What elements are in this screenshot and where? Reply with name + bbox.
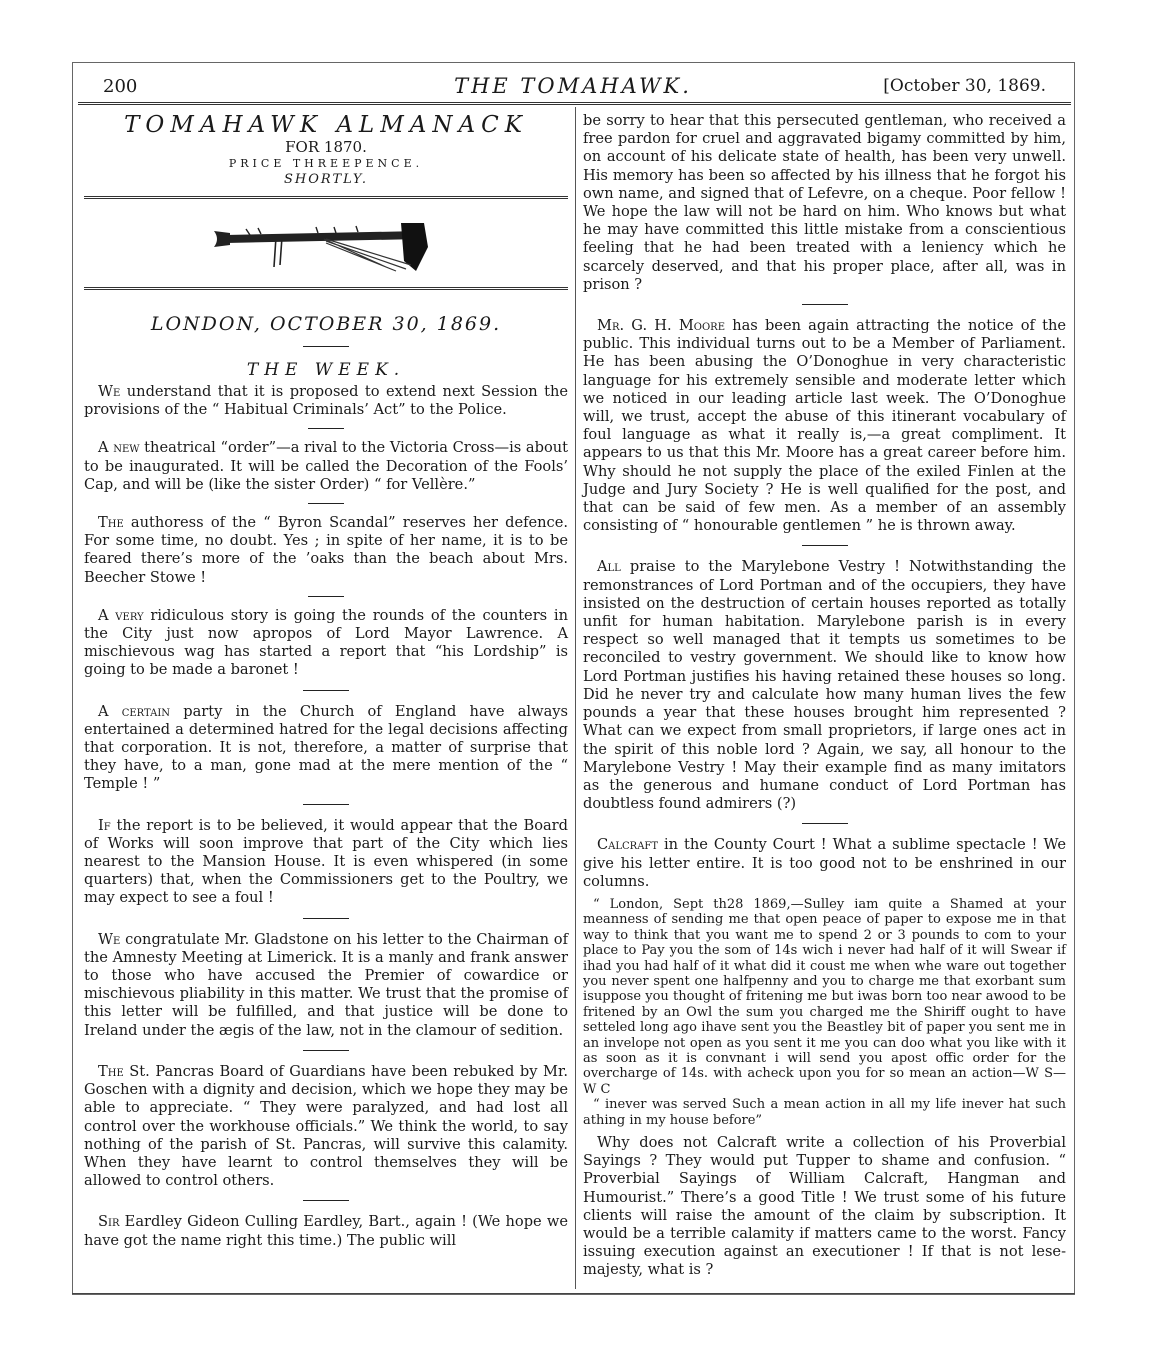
header-rule (78, 102, 1071, 105)
letter-paragraph: “ London, Sept th28 1869,—Sulley iam quite a Shamed at your meanness of sending me that open peace of paper to expose me in that way to think that you want me to spend 2 or 3 pounds to com to your place to Pay you the som of 14s wich i never had half of it will Swear if ihad you had half of it what did it coust me when whe ware out together you never spent one halfpenny and you to charge me that exorbant sum isuppose you thought of fritening me but iwas born too near awood to be fritened by an Owl the sum you charged me the Shiriff ought to have setteled long ago ihave sent you the Beastley bit of paper you sent me in an invelope not open as you sent it me you can doo what you like with it as soon as it is convnant i will send you apost offic order for the overcharge of 14s. with acheck upon you for so mean an action—W S—W C (583, 896, 1066, 1097)
almanack-title: TOMAHAWK ALMANACK (124, 112, 528, 138)
paragraph: Sir Eardley Gideon Culling Eardley, Bart., again ! (We hope we have got the name right this time.) The public will (84, 1213, 568, 1249)
separator (802, 545, 848, 546)
almanack-price: PRICE THREEPENCE. (228, 157, 424, 170)
almanack-shortly: SHORTLY. (284, 172, 368, 187)
right-column (583, 112, 1066, 1280)
separator (303, 804, 349, 805)
separator (308, 596, 344, 597)
masthead: THE TOMAHAWK. (454, 74, 692, 98)
paragraph: be sorry to hear that this persecuted gentleman, who received a free pardon for cruel and aggravated bigamy committed by him, on account of his delicate state of health, has been very unwell. His memory has been so affected by his illness that he forgot his own name, and signed that of Lefevre, on a cheque. Poor fellow ! We hope the law will not be hard on him. Who knows but what he may have committed this little mistake from a conscientious feeling that he had been treated with a leniency which he scarcely deserved, and that his proper place, after all, was in prison ? (583, 112, 1066, 293)
separator (308, 503, 344, 504)
almanack-year: FOR 1870. (285, 138, 367, 156)
calcraft-letter (583, 897, 1066, 1128)
separator (303, 346, 349, 347)
paragraph: The authoress of the “ Byron Scandal” reserves her defence. For some time, no doubt. Yes ; in spite of her name, it is to be feared there’s more of the ’oaks than the beach about Mrs. Beecher Stowe ! (84, 514, 568, 586)
paragraph: A very ridiculous story is going the rounds of the counters in the City just now apropos of Lord Mayor Lawrence. A mischievous wag has started a report that “his Lordship” is going to be made a baronet ! (84, 606, 568, 679)
section-heading: THE WEEK. (246, 360, 406, 380)
left-column (84, 112, 568, 1250)
letter-paragraph: “ inever was served Such a mean action in all my life inever hat such athing in my house before” (583, 1097, 1066, 1128)
separator (303, 918, 349, 919)
paragraph: All praise to the Marylebone Vestry ! Notwithstanding the remonstrances of Lord Portman and of the occupiers, they have insisted on the destruction of certain houses reported as totally unfit for human habitation. Marylebone parish is in every respect so well managed that it tempts us sometimes to be reconciled to vestry government. We should like to know how Lord Portman justifies his having retained these houses so long. Did he never try and calculate how many human lives the few pounds a year that these houses brought him represented ? What can we expect from small proprietors, if large ones act in the spirit of this noble lord ? Again, we say, all honour to the Marylebone Vestry ! May their example find as many imitators as the generous and humane conduct of Lord Portman has doubtless found admirers (?) (583, 558, 1066, 813)
separator (303, 1050, 349, 1051)
column-divider (575, 107, 576, 1289)
dateline: LONDON, OCTOBER 30, 1869. (150, 313, 502, 335)
hatchet-rule (84, 287, 568, 290)
footer-rule (72, 1293, 1075, 1294)
separator (802, 304, 848, 305)
paragraph: The St. Pancras Board of Guardians have been rebuked by Mr. Goschen with a dignity and decision, which we hope they may be able to appreciate. “ They were paralyzed, and had lost all control over the workhouse officials.” We think the world, to say nothing of the parish of St. Pancras, will survive this calamity. When they have learnt to control themselves they will be allowed to control others. (84, 1062, 568, 1190)
paragraph: Mr. G. H. Moore has been again attracting the notice of the public. This individual turns out to be a Member of Parliament. He has been abusing the O’Donoghue in very characteristic language for his extremely sensible and moderate letter which we noticed in our leading article last week. The O’Donoghue will, we trust, accept the abuse of this itinerant vocabulary of foul language as what it really is,—a great compliment. It appears to us that this Mr. Moore has a great career before him. Why should he not supply the place of the exiled Finlen at the Judge and Jury Society ? He is well qualified for the post, and that can be said of few men. As a member of an assembly consisting of “ honourable gentlemen ” he is thrown away. (583, 317, 1067, 535)
issue-date: [October 30, 1869. (883, 76, 1046, 96)
running-header (78, 76, 1068, 100)
almanack-advert (84, 112, 568, 188)
paragraph: If the report is to be believed, it would appear that the Board of Works will soon improve that part of the City which lies nearest to the Mansion House. It is even whispered (in some quarters) that, when the Commissioners get to the Poultry, we may expect to see a foul ! (84, 816, 568, 907)
page-number: 200 (103, 76, 138, 97)
paragraph: A certain party in the Church of England have always entertained a determined hatred for the legal decisions affecting that corporation. It is not, therefore, a matter of surprise that they have, to a man, gone mad at the mere mention of the “ Temple ! ” (84, 702, 568, 793)
paragraph: A new theatrical “order”—a rival to the Victoria Cross—is about to be inaugurated. It will be called the Decoration of the Fools’ Cap, and will be (like the sister Order) “ for Vellère.” (84, 439, 568, 493)
paragraph: Calcraft in the County Court ! What a sublime spectacle ! We give his letter entire. It is too good not to be enshrined in our columns. (583, 836, 1066, 890)
separator (303, 1200, 349, 1201)
paragraph: We congratulate Mr. Gladstone on his letter to the Chairman of the Amnesty Meeting at Limerick. It is a manly and frank answer to those who have accused the Premier of cowardice or mischievous pliability in this matter. We trust that the promise of this letter will be fulfilled, and that justice will be done to Ireland under the ægis of the law, not in the clamour of sedition. (84, 930, 568, 1039)
paragraph: We understand that it is proposed to extend next Session the provisions of the “ Habitual Criminals’ Act” to the Police. (84, 383, 568, 419)
almanack-rule (84, 196, 568, 199)
tomahawk-icon (206, 217, 446, 273)
separator (308, 428, 344, 429)
separator (303, 690, 349, 691)
paragraph: Why does not Calcraft write a collection of his Proverbial Sayings ? They would put Tupper to shame and confusion. “ Proverbial Sayings of William Calcraft, Hangman and Humourist.” There’s a good Title ! We trust some of his future clients will raise the amount of the claim by subscription. It would be a terrible calamity if matters came to the worst. Fancy issuing execution against an executioner ! If that is not lese-majesty, what is ? (583, 1134, 1066, 1279)
separator (802, 823, 848, 824)
